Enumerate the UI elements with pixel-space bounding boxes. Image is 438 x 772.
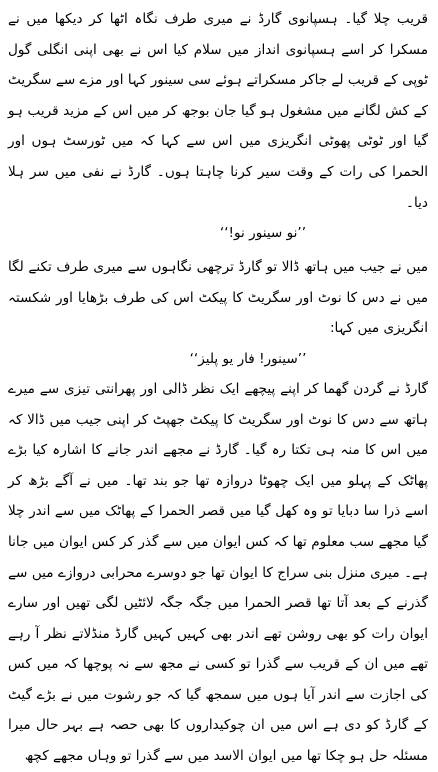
- quote-1: ’’نو سینور نو!‘‘: [219, 225, 307, 242]
- paragraph-1: قریب چلا گیا۔ ہسپانوی گارڈ نے میری طرف نگاہ اٹھا کر دیکھا میں نے مسکرا کر اسے ہسپانوی انداز میں سلام کیا اس نے بھی اپنی انگلی گول ٹوپی کے قریب لے جاکر مسکراتے ہوئے سی سینور کہا اور مزے سے سگریٹ کے کش لگانے میں مشغول ہو گیا جان بوجھ کر میں اس کے مزید قریب ہو گیا اور ٹوٹی پھوٹی انگریزی میں اس سے کہا کہ میں ٹورسٹ ہوں اور الحمرا کی رات کے وقت سیر کرنا چاہتا ہوں۔ گارڈ نے نفی میں سر ہلا دیا۔: [8, 11, 428, 211]
- quote-2: ’’سینور! فار یو پلیز‘‘: [189, 350, 307, 367]
- paragraph-2: میں نے جیب میں ہاتھ ڈالا تو گارڈ ترچھی نگاہوں سے میری طرف تکنے لگا میں نے دس کا نوٹ اور سگریٹ کا پیکٹ اس کی طرف بڑھایا اور شکستہ انگریزی میں کہا:: [8, 259, 428, 337]
- paragraph-3: گارڈ نے گردن گھما کر اپنے پیچھے ایک نظر ڈالی اور پھرانتی تیزی سے میرے ہاتھ سے دس کا نوٹ اور سگریٹ کا پیکٹ جھپٹ کر اپنی جیب میں ڈالا کہ میں اس کا منہ ہی تکتا رہ گیا۔ گارڈ نے مجھے اندر جانے کا اشارہ کیا بڑے پھاٹک کے پہلو میں ایک چھوٹا دروازہ تھا جو بند تھا۔ میں نے آگے بڑھ کر اسے ذرا سا دبایا تو وہ کھل گیا میں قصر الحمرا کے پھاٹک میں سے اندر چلا گیا مجھے سب معلوم تھا کہ کس ایوان میں سے گذر کر کس ایوان میں جانا ہے۔ میری منزل بنی سراج کا ایوان تھا جو دوسرے محرابی دروازے میں سے گذرنے کے بعد آتا تھا قصر الحمرا میں جگہ جگہ لائٹیں لگی تھیں اور سارے ایوان رات کو بھی روشن تھے اندر بھی کہیں کہیں گارڈ منڈلاتے نظر آ رہے تھے میں ان کے قریب سے گذرا تو کسی نے مجھ سے نہ پوچھا کہ میں کس کی اجازت سے اندر آیا ہوں میں سمجھ گیا کہ جو رشوت میں نے بڑے گیٹ کے گارڈ کو دی ہے اس میں ان چوکیداروں کا بھی حصہ ہے بہر حال میرا مسئلہ حل ہو چکا تھا میں ایوان الاسد میں سے گذرا تو وہاں مجھے کچھ: [8, 380, 428, 765]
